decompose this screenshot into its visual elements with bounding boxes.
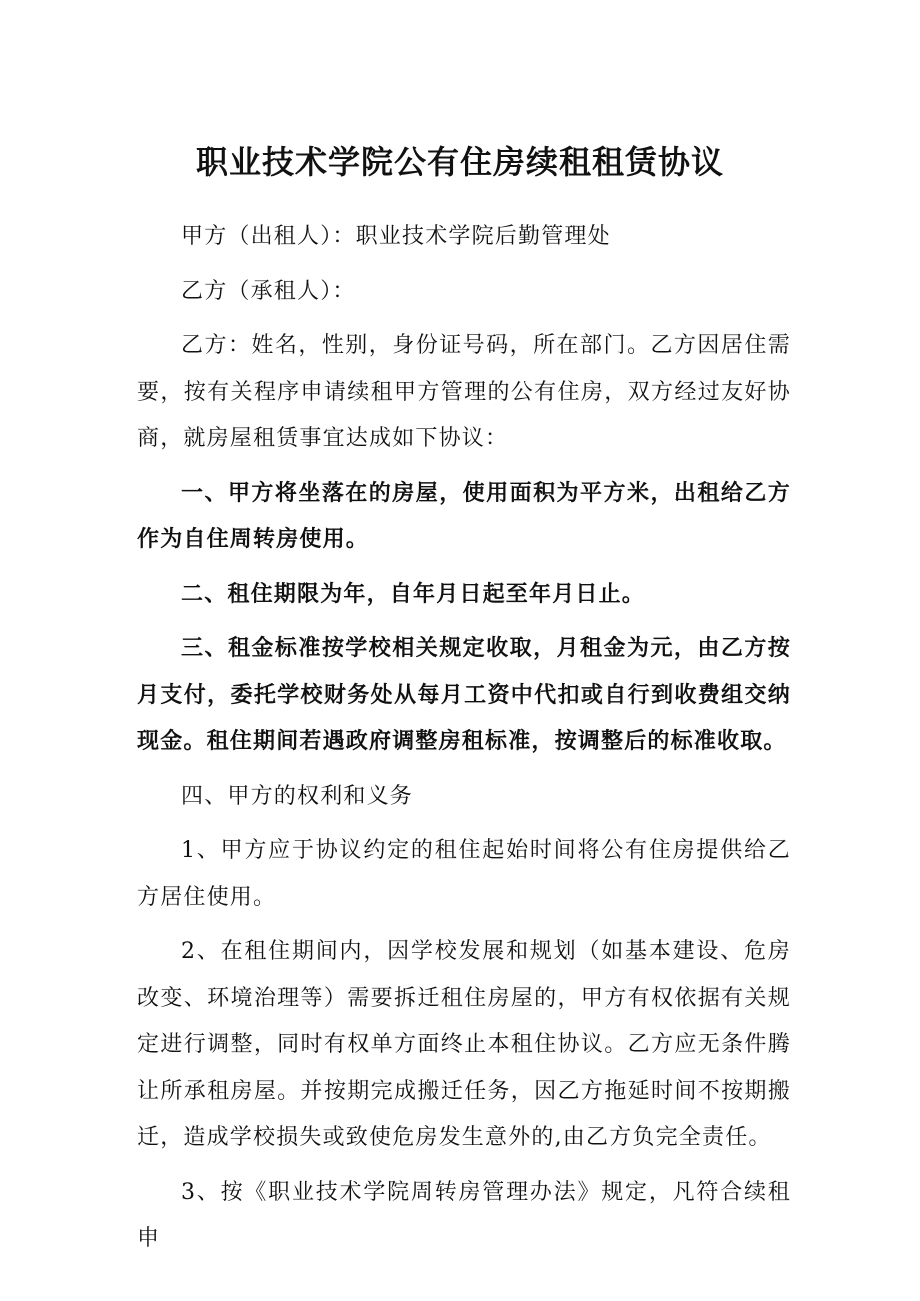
clause-1: 一、甲方将坐落在的房屋，使用面积为平方米，出租给乙方作为自住周转房使用。 bbox=[137, 480, 791, 552]
intro-paragraph: 乙方：姓名，性别，身份证号码，所在部门。乙方因居住需要，按有关程序申请续租甲方管理的公有住房，双方经过友好协商，就房屋租赁事宜达成如下协议： bbox=[137, 333, 791, 451]
clause-3: 三、租金标准按学校相关规定收取，月租金为元，由乙方按月支付，委托学校财务处从每月工资中代扣或自行到收费组交纳现金。租住期间若遇政府调整房租标准，按调整后的标准收取。 bbox=[137, 636, 791, 754]
clause-2: 二、租住期限为年，自年月日起至年月日止。 bbox=[181, 581, 646, 607]
item-3: 3、按《职业技术学院周转房管理办法》规定，凡符合续租申 bbox=[137, 1179, 791, 1251]
document-title: 职业技术学院公有住房续租租赁协议 bbox=[195, 143, 724, 181]
item-2: 2、在租住期间内，因学校发展和规划（如基本建设、危房改变、环境治理等）需要拆迁租住房屋的，甲方有权依据有关规定进行调整，同时有权单方面终止本租住协议。乙方应无条件腾让所承租房屋。并按期完成搬迁任务，因乙方拖延时间不按期搬迁，造成学校损失或致使危房发生意外的,由乙方负完全责任。 bbox=[137, 939, 791, 1150]
party-a-line: 甲方（出租人）：职业技术学院后勤管理处 bbox=[181, 224, 611, 249]
clause-4-heading: 四、甲方的权利和义务 bbox=[181, 783, 414, 809]
party-b-line: 乙方（承租人）： bbox=[181, 278, 356, 304]
document-body bbox=[137, 214, 791, 1263]
item-1: 1、甲方应于协议约定的租住起始时间将公有住房提供给乙方居住使用。 bbox=[137, 838, 791, 910]
